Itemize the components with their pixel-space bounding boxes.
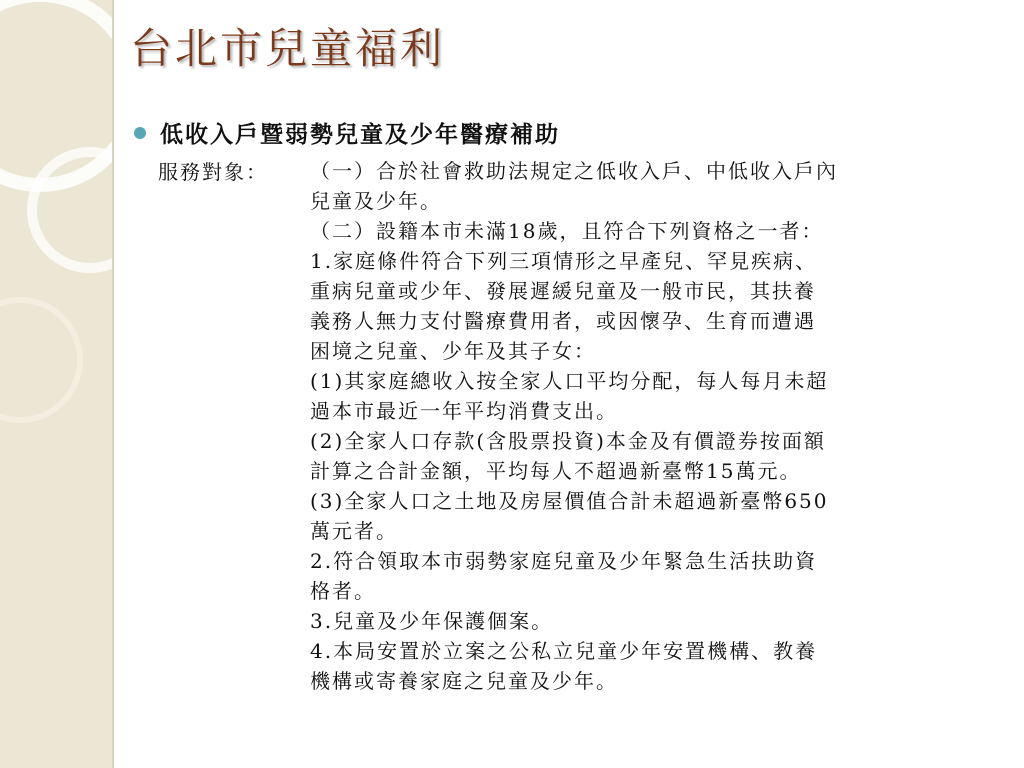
- body-line: 重病兒童或少年、發展遲緩兒童及一般市民，其扶養: [310, 279, 816, 303]
- body-line: 1.家庭條件符合下列三項情形之早產兒、罕見疾病、: [310, 249, 818, 273]
- body-line: 計算之合計金額，平均每人不超過新臺幣15萬元。: [310, 459, 802, 483]
- body-line: 2.符合領取本市弱勢家庭兒童及少年緊急生活扶助資: [310, 549, 818, 573]
- body-line: 格者。: [310, 579, 376, 603]
- body-line: (2)全家人口存款(含股票投資)本金及有價證券按面額: [310, 429, 826, 453]
- body-line: (3)全家人口之土地及房屋價值合計未超過新臺幣650: [310, 489, 829, 513]
- body-text: [310, 156, 1000, 696]
- body-line: （一）合於社會救助法規定之低收入戶、中低收入戶內: [310, 159, 838, 183]
- body-line: （二）設籍本市未滿18歲，且符合下列資格之一者：: [310, 219, 824, 243]
- bullet-dot-icon: [134, 127, 146, 139]
- body-line: 兒童及少年。: [310, 189, 442, 213]
- decorative-side-band: [0, 0, 112, 768]
- body-line: 困境之兒童、少年及其子女：: [310, 339, 596, 363]
- service-target-label: 服務對象：: [158, 160, 268, 184]
- page-title: 台北市兒童福利: [130, 24, 446, 73]
- body-line: 義務人無力支付醫療費用者，或因懷孕、生育而遭遇: [310, 309, 816, 333]
- bullet-heading: 低收入戶暨弱勢兒童及少年醫療補助: [160, 121, 560, 148]
- side-band-edge: [112, 0, 114, 768]
- decorative-circles: [0, 0, 112, 768]
- body-line: 過本市最近一年平均消費支出。: [310, 399, 618, 423]
- body-line: 3.兒童及少年保護個案。: [310, 609, 554, 633]
- body-line: 4.本局安置於立案之公私立兒童少年安置機構、教養: [310, 639, 818, 663]
- body-line: 萬元者。: [310, 519, 398, 543]
- body-line: (1)其家庭總收入按全家人口平均分配，每人每月未超: [310, 369, 829, 393]
- body-line: 機構或寄養家庭之兒童及少年。: [310, 669, 618, 693]
